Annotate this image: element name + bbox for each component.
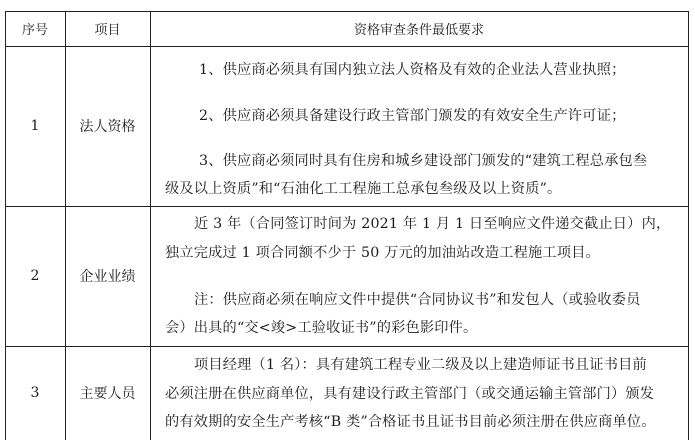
header-item: 项目 bbox=[94, 23, 121, 38]
req-line: 近 3 年（合同签订时间为 2021 年 1 月 1 日至响应文件递交截止日）内， bbox=[194, 216, 671, 232]
table-border-right bbox=[688, 11, 689, 440]
qualification-table bbox=[5, 11, 689, 440]
req-line: 必须注册在供应商单位，具有建设行政主管部门（或交通运输主管部门）颁发 bbox=[165, 386, 655, 402]
row-1-no: 1 bbox=[30, 118, 40, 134]
req-line: 的有效期的安全生产考核“B 类”合格证书且证书目前必须注册在供应商单位。 bbox=[165, 414, 656, 430]
row-3-item: 主要人员 bbox=[79, 386, 136, 402]
req-line: 2、供应商必须具备建设行政主管部门颁发的有效安全生产许可证； bbox=[199, 108, 626, 124]
req-line: 项目经理（1 名）：具有建筑工程专业二级及以上建造师证书且证书目前 bbox=[194, 357, 647, 373]
header-no: 序号 bbox=[21, 23, 48, 38]
req-line: 会）出具的“交<竣>工验收证书”的彩色影印件。 bbox=[165, 320, 478, 336]
row-2-item: 企业业绩 bbox=[79, 269, 136, 285]
row-3-no: 3 bbox=[30, 385, 40, 401]
req-line: 3、供应商必须同时具有住房和城乡建设部门颁发的“建筑工程总承包叁 bbox=[199, 153, 648, 169]
req-line: 独立完成过 1 项合同额不少于 50 万元的加油站改造工程施工项目。 bbox=[165, 245, 600, 261]
req-line: 1、供应商必须具有国内独立法人资格及有效的企业法人营业执照； bbox=[199, 62, 626, 78]
row-1-item: 法人资格 bbox=[79, 119, 136, 135]
header-requirements: 资格审查条件最低要求 bbox=[353, 23, 484, 38]
col-divider-2 bbox=[150, 11, 151, 440]
req-line: 注：供应商必须在响应文件中提供“合同协议书”和发包人（或验收委员 bbox=[194, 292, 641, 308]
req-line: 级及以上资质”和“石油化工工程施工总承包叁级及以上资质”。 bbox=[165, 181, 562, 197]
row-2-no: 2 bbox=[30, 268, 40, 284]
